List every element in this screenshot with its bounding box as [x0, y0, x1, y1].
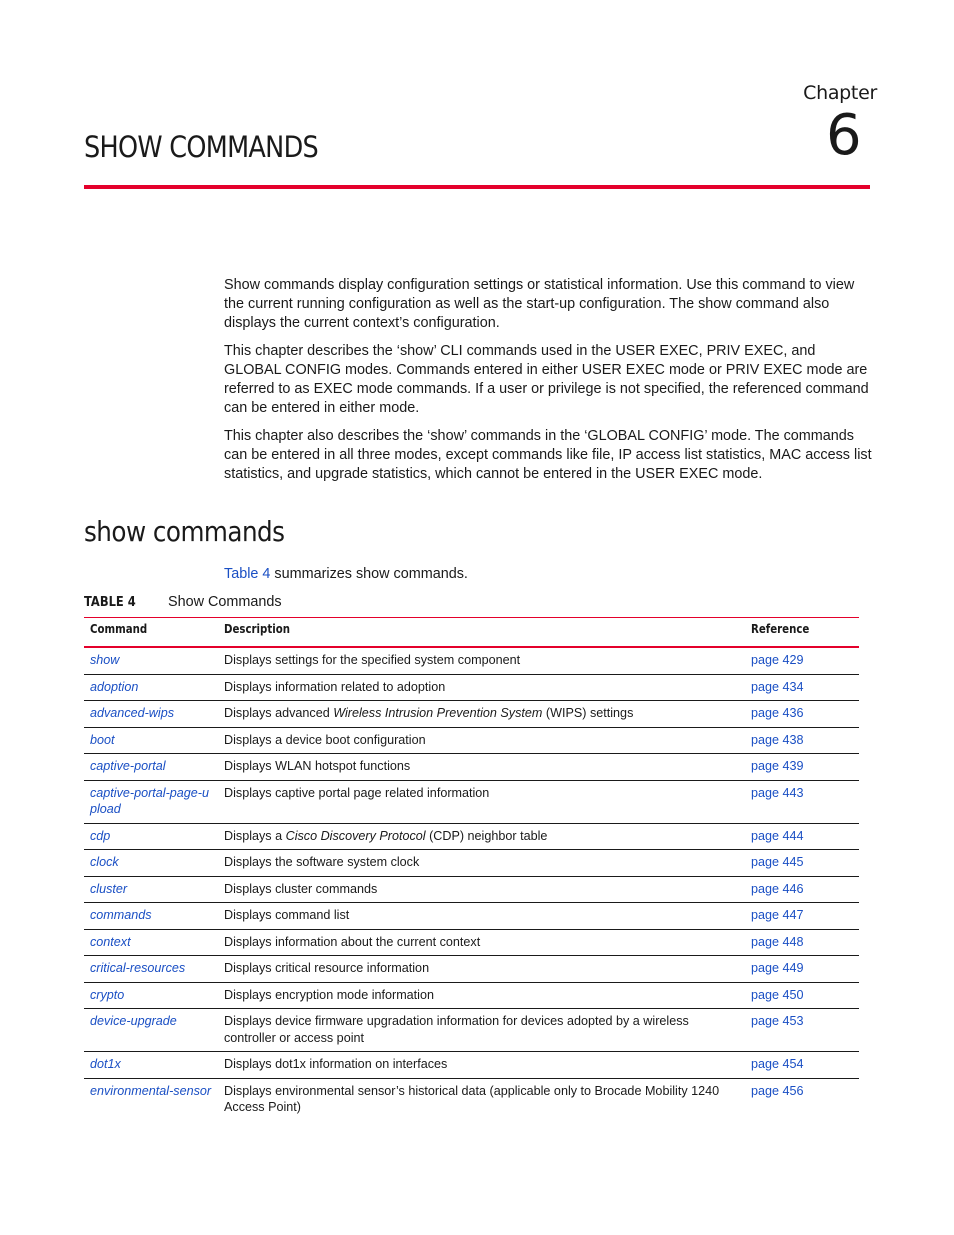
description-text: Displays captive portal page related information [224, 785, 490, 800]
summary-text: summarizes show commands. [270, 566, 468, 582]
page-reference-link[interactable]: page 448 [745, 929, 859, 956]
chapter-divider [84, 185, 870, 189]
table-caption-number: TABLE 4 [84, 594, 136, 610]
page-reference-link[interactable]: page 444 [745, 823, 859, 850]
command-link[interactable]: cdp [84, 823, 218, 850]
description-text: Displays information related to adoption [224, 679, 446, 694]
command-description [218, 674, 745, 701]
chapter-title: SHOW COMMANDS [84, 130, 319, 164]
table-row [84, 647, 859, 674]
table-header-row [84, 618, 859, 648]
command-description [218, 929, 745, 956]
intro-paragraph-3: This chapter also describes the ‘show’ commands in the ‘GLOBAL CONFIG’ mode. The commands can be entered in all three modes, except commands like file, IP access list statistics, MAC access list statistics, and upgrade statistics, which cannot be entered in the USER EXEC mode. [224, 428, 872, 482]
command-description [218, 701, 745, 728]
table-row [84, 754, 859, 781]
description-text: Displays WLAN hotspot functions [224, 759, 411, 773]
description-text: Displays critical resource information [224, 961, 430, 975]
table-row [84, 903, 859, 930]
command-description [218, 647, 745, 674]
command-link[interactable]: crypto [84, 982, 218, 1009]
command-link[interactable]: adoption [84, 674, 218, 701]
page-reference-link[interactable]: page 436 [745, 701, 859, 728]
command-link[interactable]: clock [84, 850, 218, 877]
table-row [84, 929, 859, 956]
page-reference-link[interactable]: page 438 [745, 727, 859, 754]
description-text: Displays a [224, 828, 286, 843]
header-reference: Reference [745, 618, 859, 648]
description-text: Displays environmental sensor’s historical data (applicable only to Brocade Mobility 1240 Access Point) [224, 1083, 720, 1114]
table-4-link[interactable]: Table 4 [224, 566, 271, 582]
page-reference-link[interactable]: page 443 [745, 780, 859, 823]
command-description [218, 903, 745, 930]
command-link[interactable]: device-upgrade [84, 1009, 218, 1052]
chapter-number: 6 [826, 103, 862, 168]
intro-text [224, 276, 872, 493]
page-reference-link[interactable]: page 439 [745, 754, 859, 781]
page-reference-link[interactable]: page 447 [745, 903, 859, 930]
description-text: Displays command list [224, 908, 350, 922]
table-row [84, 1009, 859, 1052]
command-description [218, 982, 745, 1009]
command-description [218, 823, 745, 850]
command-description [218, 876, 745, 903]
table-row [84, 850, 859, 877]
table-row [84, 876, 859, 903]
description-text: Displays information about the current context [224, 934, 481, 949]
description-text: Displays settings for the specified system component [224, 653, 521, 667]
table-row [84, 727, 859, 754]
command-link[interactable]: captive-portal-page-upload [84, 780, 218, 823]
table-row [84, 956, 859, 983]
intro-paragraph-1: Show commands display configuration settings or statistical information. Use this command to view the current running configuration as well as the start-up configuration. The show command also displays the current context’s configuration. [224, 277, 855, 331]
table-row [84, 1052, 859, 1079]
table-summary [224, 566, 468, 582]
description-emphasis: Cisco Discovery Protocol [285, 828, 426, 843]
table-row [84, 674, 859, 701]
table-row [84, 701, 859, 728]
table-row [84, 780, 859, 823]
table-row [84, 982, 859, 1009]
intro-paragraph-2: This chapter describes the ‘show’ CLI commands used in the USER EXEC, PRIV EXEC, and GLOBAL CONFIG modes. Commands entered in either USER EXEC mode or PRIV EXEC mode are referred to as EXEC mode commands. If a user or privilege is not specified, the referenced command can be entered in either mode. [224, 343, 869, 416]
command-description [218, 754, 745, 781]
command-link[interactable]: critical-resources [84, 956, 218, 983]
table-row [84, 1078, 859, 1121]
page-reference-link[interactable]: page 429 [745, 647, 859, 674]
page-reference-link[interactable]: page 434 [745, 674, 859, 701]
description-text: Displays cluster commands [224, 881, 378, 896]
page-reference-link[interactable]: page 456 [751, 1083, 804, 1098]
command-link[interactable]: dot1x [84, 1052, 218, 1079]
section-title: show commands [84, 515, 285, 548]
description-text: Displays device firmware upgradation information for devices adopted by a wireless controller or access point [224, 1014, 689, 1045]
table-row [84, 823, 859, 850]
show-commands-table [84, 617, 859, 1121]
description-text: Displays dot1x information on interfaces [224, 1057, 448, 1071]
command-link[interactable]: show [84, 647, 218, 674]
page-reference-link[interactable]: page 445 [745, 850, 859, 877]
description-text: Displays encryption mode information [224, 987, 434, 1002]
description-text: Displays a device boot configuration [224, 732, 426, 747]
header-description: Description [218, 618, 745, 648]
command-description [218, 727, 745, 754]
description-emphasis: Wireless Intrusion Prevention System [333, 706, 543, 720]
table-caption [84, 594, 282, 610]
header-command: Command [84, 618, 218, 648]
description-text: Displays advanced [224, 706, 334, 720]
table-caption-title: Show Commands [168, 594, 282, 610]
page-reference-link[interactable]: page 454 [745, 1052, 859, 1079]
command-link[interactable]: cluster [84, 876, 218, 903]
page-reference-link[interactable]: page 446 [745, 876, 859, 903]
page-reference-link[interactable]: page 453 [745, 1009, 859, 1052]
command-link[interactable]: advanced-wips [84, 701, 218, 728]
command-link[interactable]: boot [84, 727, 218, 754]
command-description [218, 1078, 745, 1121]
command-description [218, 850, 745, 877]
command-description [218, 780, 745, 823]
page-reference-link[interactable]: page 450 [745, 982, 859, 1009]
command-description [218, 1052, 745, 1079]
chapter-label: Chapter [803, 82, 877, 104]
description-text: (WIPS) settings [542, 706, 634, 720]
command-description [218, 956, 745, 983]
command-description [218, 1009, 745, 1052]
page-reference-link[interactable]: page 449 [745, 956, 859, 983]
command-link[interactable]: commands [84, 903, 218, 930]
command-link[interactable]: environmental-sensor [90, 1083, 212, 1098]
description-text: (CDP) neighbor table [425, 828, 548, 843]
command-link[interactable]: captive-portal [84, 754, 218, 781]
description-text: Displays the software system clock [224, 855, 420, 869]
command-link[interactable]: context [84, 929, 218, 956]
